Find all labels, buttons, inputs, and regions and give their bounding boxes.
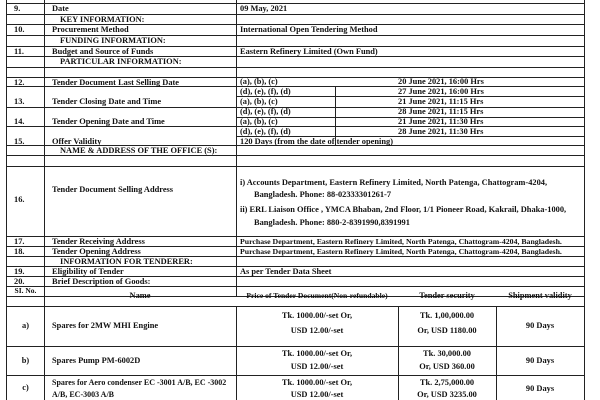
- row-10-value: International Open Tendering Method: [240, 25, 378, 34]
- goods-row-a-sl: a): [22, 321, 29, 330]
- goods-row-c-name: Spares for Aero condenser EC -3001 A/B, EC -3002: [52, 378, 227, 387]
- row-13-date-1: 21 June 2021, 11:15 Hrs: [398, 97, 484, 106]
- row-11-number: 11.: [14, 47, 25, 56]
- row-14-group-1: (a), (b), (c): [240, 117, 278, 126]
- row-19-number: 19.: [14, 267, 25, 276]
- row-15-label: Offer Validity: [52, 137, 102, 146]
- row-17-label: Tender Receiving Address: [52, 237, 145, 246]
- row-12-date-1: 20 June 2021, 16:00 Hrs: [398, 77, 484, 86]
- row-16-address-line-4: Bangladesh. Phone: 880-2-8391990,8391991: [254, 218, 410, 227]
- row-9-value: 09 May, 2021: [240, 4, 288, 13]
- row-17-value: Purchase Department, Eastern Refinery Limited, North Patenga, Chattogram-4204, Bangladesh.: [240, 237, 562, 246]
- goods-header-price: Price of Tender Document(Non-refundable): [246, 291, 388, 300]
- goods-row-b-sl: b): [21, 356, 30, 365]
- goods-row-a-name: Spares for 2MW MHI Engine: [52, 321, 159, 330]
- row-13-group-1: (a), (b), (c): [240, 97, 278, 106]
- row-12-group-2: (d), (e), (f), (d): [240, 87, 291, 96]
- goods-header-name: Name: [129, 291, 151, 300]
- goods-row-b-name: Spares Pump PM-6002D: [52, 356, 141, 365]
- goods-row-b-shipment: 90 Days: [525, 356, 555, 365]
- row-15-value: 120 Days (from the date of tender opening): [240, 137, 393, 146]
- row-13-group-2: (d), (e), (f), (d): [240, 107, 291, 116]
- goods-row-a-security-1: Tk. 1,00,000.00: [419, 311, 475, 320]
- row-12-label: Tender Document Last Selling Date: [52, 78, 180, 87]
- row-20-label: Brief Description of Goods:: [52, 277, 151, 286]
- section-information-for-tenderer: INFORMATION FOR TENDERER:: [60, 257, 193, 266]
- row-13-label: Tender Closing Date and Time: [52, 97, 162, 106]
- goods-header-shipment: Shipment validity: [508, 291, 572, 300]
- row-9-number: 9.: [14, 4, 21, 13]
- goods-row-c-shipment: 90 Days: [525, 384, 555, 393]
- row-18-label: Tender Opening Address: [52, 247, 141, 256]
- row-19-label: Eligibility of Tender: [52, 267, 124, 276]
- goods-row-c-price-2: USD 12.00/-set: [290, 390, 344, 399]
- goods-row-a-shipment: 90 Days: [525, 321, 555, 330]
- row-9-label: Date: [52, 4, 69, 13]
- row-13-number: 13.: [14, 97, 25, 106]
- goods-row-b-security-1: Tk. 30,000.00: [423, 349, 471, 358]
- row-16-label: Tender Document Selling Address: [52, 185, 174, 194]
- row-13-date-2: 28 June 2021, 11:15 Hrs: [398, 107, 484, 116]
- row-16-address-line-1: i) Accounts Department, Eastern Refinery Limited, North Patenga, Chattogram-4204,: [240, 178, 548, 187]
- row-16-number: 16.: [14, 195, 25, 204]
- section-funding-information: FUNDING INFORMATION:: [60, 36, 166, 45]
- goods-row-b-price-2: USD 12.00/-set: [290, 362, 344, 371]
- goods-row-a-security-2: Or, USD 1180.00: [417, 326, 477, 335]
- row-18-number: 18.: [14, 247, 25, 256]
- row-18-value: Purchase Department, Eastern Refinery Limited, North Patenga, Chattogram-4204, Bangladesh.: [240, 247, 562, 256]
- goods-row-a-price-2: USD 12.00/-set: [290, 326, 344, 335]
- goods-row-b-security-2: Or, USD 360.00: [419, 362, 475, 371]
- row-19-value: As per Tender Data Sheet: [240, 267, 332, 276]
- goods-row-a-price-1: Tk. 1000.00/-set Or,: [281, 311, 353, 320]
- row-12-group-1: (a), (b), (c): [240, 77, 278, 86]
- section-name-address: NAME & ADDRESS OF THE OFFICE (S):: [60, 146, 218, 155]
- row-11-label: Budget and Source of Funds: [52, 47, 154, 56]
- goods-header-security: Tender security: [419, 291, 475, 300]
- frame-left: [6, 0, 7, 400]
- row-16-address-line-2: Bangladesh. Phone: 88-02333301261-7: [254, 190, 392, 199]
- row-14-date-1: 21 June 2021, 11:30 Hrs: [398, 117, 484, 126]
- goods-header-sl: SI. No.: [14, 286, 37, 295]
- row-16-address-line-3: ii) ERL Liaison Office , YMCA Bhaban, 2nd Floor, 1/1 Pioneer Road, Kakrail, Dhaka-1000,: [240, 205, 567, 214]
- row-14-date-2: 28 June 2021, 11:30 Hrs: [398, 127, 484, 136]
- row-12-date-2: 27 June 2021, 16:00 Hrs: [398, 87, 484, 96]
- row-17-number: 17.: [14, 237, 25, 246]
- row-11-value: Eastern Refinery Limited (Own Fund): [240, 47, 378, 56]
- row-20-number: 20.: [14, 277, 25, 286]
- goods-row-c-security-1: Tk. 2,75,000.00: [419, 378, 475, 387]
- goods-row-b-price-1: Tk. 1000.00/-set Or,: [281, 349, 353, 358]
- row-12-number: 12.: [14, 78, 25, 87]
- row-10-label: Procurement Method: [52, 25, 129, 34]
- row-10-number: 10.: [14, 25, 25, 34]
- row-14-group-2: (d), (e), (f), (d): [240, 127, 291, 136]
- goods-row-c-sl: c): [22, 383, 29, 392]
- frame-right: [584, 0, 585, 400]
- col-divider-number: [44, 0, 45, 400]
- row-14-label: Tender Opening Date and Time: [52, 117, 165, 126]
- col-divider-label: [236, 0, 237, 296]
- goods-row-c-name-cont: A/B, EC-3003 A/B: [52, 390, 115, 399]
- section-particular-information: PARTICULAR INFORMATION:: [60, 57, 182, 66]
- section-key-information: KEY INFORMATION:: [60, 15, 145, 24]
- goods-row-c-security-2: Or, USD 3235.00: [417, 390, 477, 399]
- goods-row-c-price-1: Tk. 1000.00/-set Or,: [281, 378, 353, 387]
- row-15-number: 15.: [14, 137, 25, 146]
- row-14-number: 14.: [14, 117, 25, 126]
